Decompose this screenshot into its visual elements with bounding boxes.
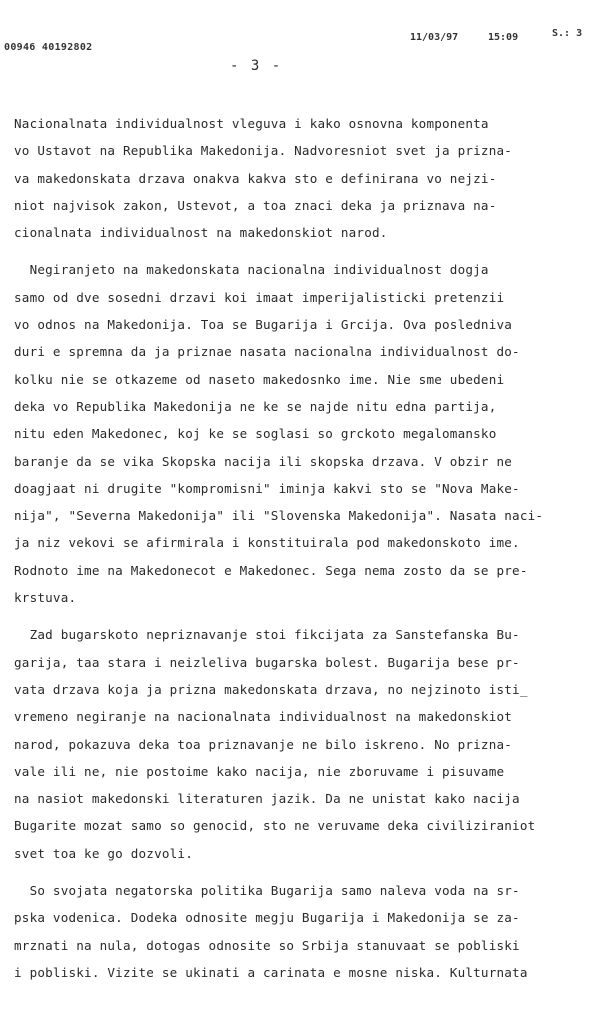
text-line: pska vodenica. Dodeka odnosite megju Bugarija i Makedonija se za- bbox=[14, 910, 520, 926]
text-line: Rodnoto ime na Makedonecot e Makedonec. Sega nema zosto da se pre- bbox=[14, 562, 528, 578]
text-line: samo od dve sosedni drzavi koi imaat imperijalisticki pretenzii bbox=[14, 289, 505, 305]
text-line: vo Ustavot na Republika Makedonija. Nadvoresniot svet ja prizna- bbox=[14, 143, 513, 159]
text-line: doagjaat ni drugite "kompromisni" iminja kakvi sto se "Nova Make- bbox=[14, 480, 520, 496]
text-line: krstuva. bbox=[14, 590, 77, 606]
text-line: narod, pokazuva deka toa priznavanje ne bilo iskreno. No prizna- bbox=[14, 736, 513, 752]
fax-date: 11/03/97 bbox=[410, 32, 459, 43]
text-line: garija, taa stara i neizleliva bugarska bolest. Bugarija bese pr- bbox=[14, 654, 520, 670]
text-line: Zad bugarskoto nepriznavanje stoi fikcijata za Sanstefanska Bu- bbox=[14, 627, 520, 643]
fax-header bbox=[0, 0, 600, 60]
text-line: baranje da se vika Skopska nacija ili skopska drzava. V obzir ne bbox=[14, 453, 513, 469]
text-line: duri e spremna da ja priznae nasata nacionalna individualnost do- bbox=[14, 344, 520, 360]
text-line: va makedonskata drzava onakva kakva sto e definirana vo nejzi- bbox=[14, 170, 497, 186]
text-line: vo odnos na Makedonija. Toa se Bugarija i Grcija. Ova posledniva bbox=[14, 317, 513, 333]
fax-page-indicator: S.: 3 bbox=[552, 28, 583, 39]
text-line: svet toa ke go dozvoli. bbox=[14, 845, 193, 861]
text-line: ja niz vekovi se afirmirala i konstituirala pod makedonskoto ime. bbox=[14, 535, 520, 551]
paragraph bbox=[14, 877, 598, 986]
paragraph bbox=[14, 256, 598, 611]
text-line: Nacionalnata individualnost vleguva i kako osnovna komponenta bbox=[14, 116, 489, 131]
text-line: vata drzava koja ja prizna makedonskata drzava, no nejzinoto isti_ bbox=[14, 681, 528, 697]
document-body bbox=[14, 110, 598, 986]
text-line: i pobliski. Vizite se ukinati a carinata e mosne niska. Kulturnata bbox=[14, 964, 528, 980]
text-line: Negiranjeto na makedonskata nacionalna individualnost dogja bbox=[14, 262, 489, 278]
text-line: niot najvisok zakon, Ustevot, a toa znaci deka ja priznava na- bbox=[14, 197, 497, 213]
paragraph bbox=[14, 621, 598, 867]
text-line: So svojata negatorska politika Bugarija samo naleva voda na sr- bbox=[14, 883, 520, 899]
text-line: nitu eden Makedonec, koj ke se soglasi so grckoto megalomansko bbox=[14, 426, 497, 442]
fax-time: 15:09 bbox=[488, 32, 519, 43]
fax-sender-number: 00946 40192802 bbox=[4, 42, 93, 53]
text-line: na nasiot makedonski literaturen jazik. Da ne unistat kako nacija bbox=[14, 791, 520, 807]
text-line: Bugarite mozat samo so genocid, sto ne veruvame deka civiliziraniot bbox=[14, 818, 536, 834]
text-line: cionalnata individualnost na makedonskiot narod. bbox=[14, 225, 388, 241]
text-line: mrznati na nula, dotogas odnosite so Srbija stanuvaat se pobliski bbox=[14, 937, 520, 953]
paragraph bbox=[14, 110, 598, 246]
text-line: nija", "Severna Makedonija" ili "Slovenska Makedonija". Nasata naci- bbox=[14, 508, 544, 524]
text-line: vremeno negiranje na nacionalnata individualnost na makedonskiot bbox=[14, 709, 513, 725]
text-line: vale ili ne, nie postoime kako nacija, nie zboruvame i pisuvame bbox=[14, 763, 505, 779]
page-number: - 3 - bbox=[230, 58, 283, 74]
text-line: kolku nie se otkazeme od naseto makedosnko ime. Nie sme ubedeni bbox=[14, 371, 505, 387]
text-line: deka vo Republika Makedonija ne ke se najde nitu edna partija, bbox=[14, 398, 497, 414]
